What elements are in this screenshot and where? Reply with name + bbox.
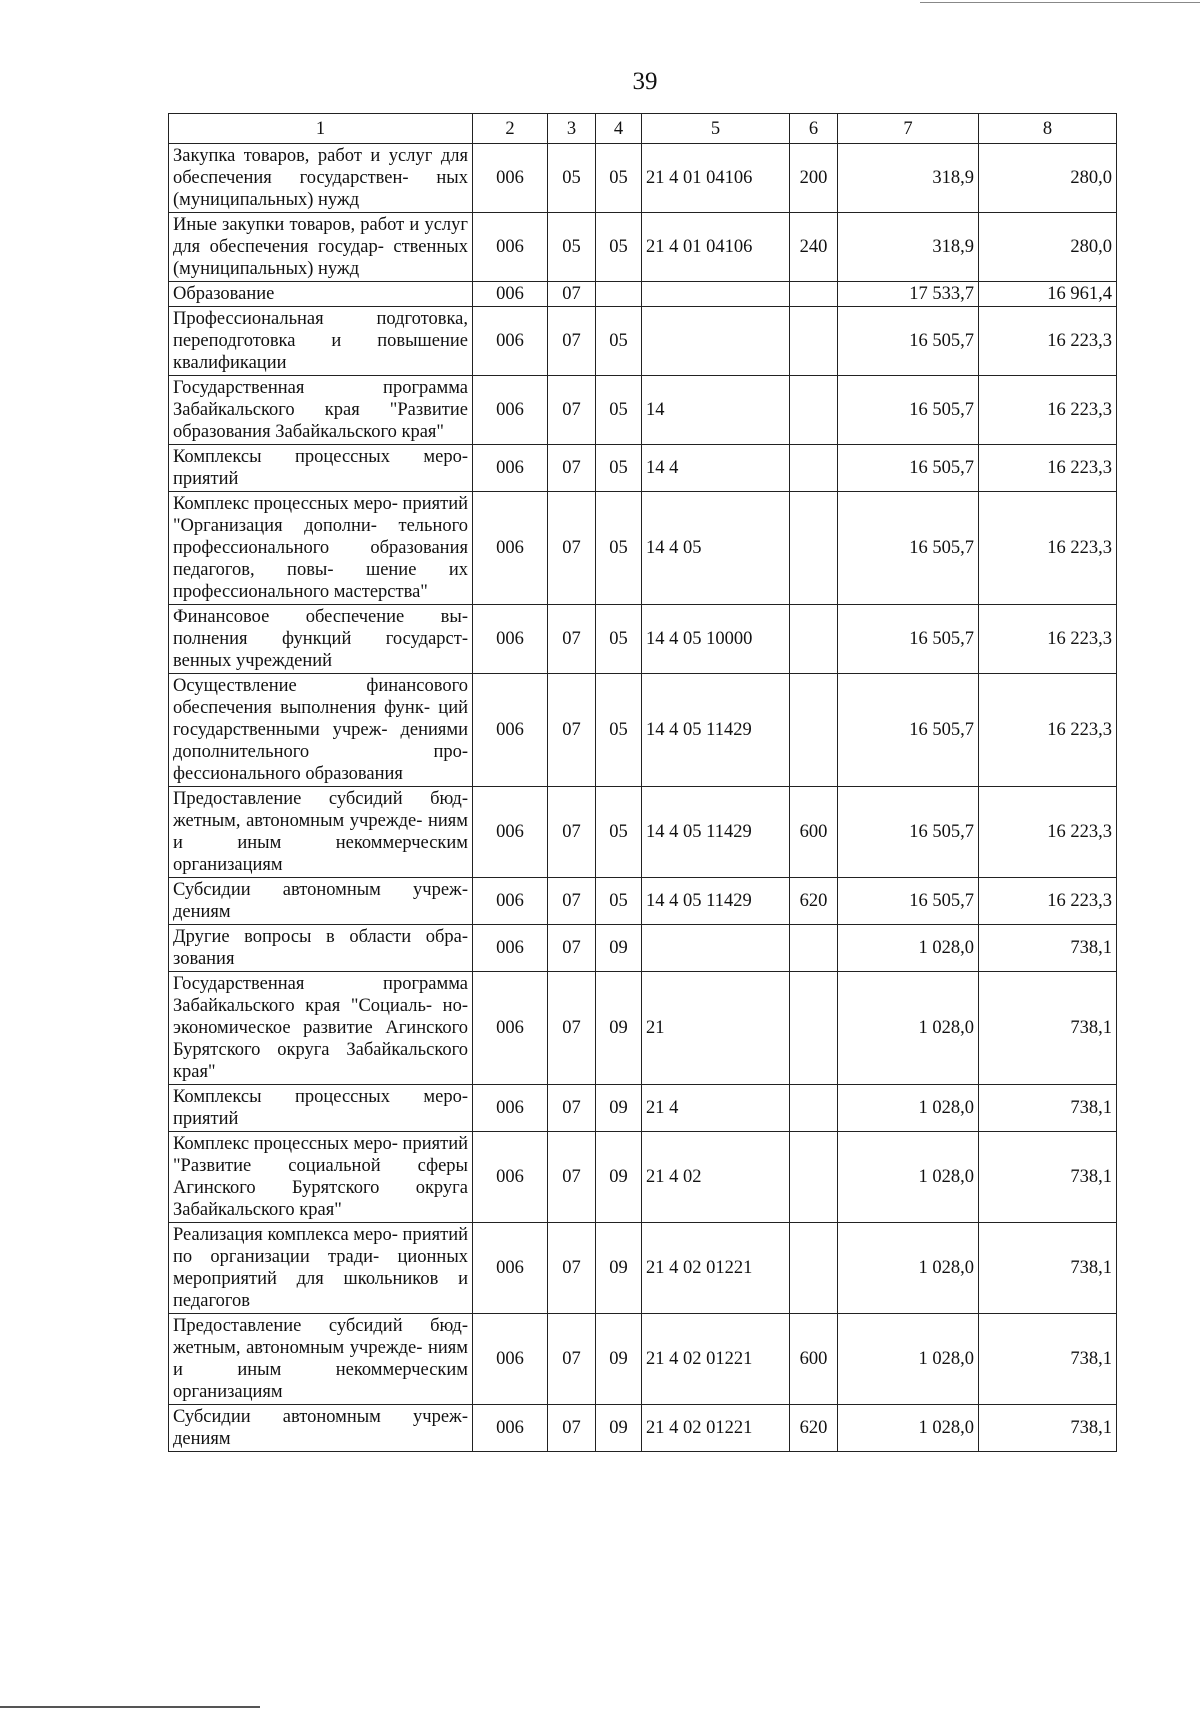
table-row [169,1223,1117,1314]
cell-target-item: 14 4 05 11429 [642,674,790,787]
cell-expense-type: 620 [790,878,838,925]
table-row [169,1405,1117,1452]
cell-name: Комплексы процессных меро- приятий [169,445,473,492]
cell-section: 07 [548,1132,596,1223]
cell-subsection: 09 [596,1085,642,1132]
cell-target-item: 21 4 01 04106 [642,144,790,213]
cell-subsection: 09 [596,1132,642,1223]
cell-subsection: 05 [596,878,642,925]
cell-name: Другие вопросы в области обра- зования [169,925,473,972]
table-row [169,445,1117,492]
cell-section: 07 [548,787,596,878]
cell-amount-year2: 16 223,3 [979,605,1117,674]
cell-ministry-code: 006 [473,376,548,445]
table-row [169,605,1117,674]
cell-name: Комплекс процессных меро- приятий "Организация дополни- тельного профессионального образования педагогов, повы- шение их профессионального мастерства" [169,492,473,605]
cell-expense-type [790,376,838,445]
cell-amount-year1: 16 505,7 [838,787,979,878]
table-row [169,376,1117,445]
table-row [169,213,1117,282]
cell-ministry-code: 006 [473,307,548,376]
cell-target-item: 21 4 02 [642,1132,790,1223]
cell-expense-type [790,925,838,972]
cell-amount-year2: 738,1 [979,972,1117,1085]
cell-amount-year2: 738,1 [979,925,1117,972]
cell-target-item [642,307,790,376]
column-header: 2 [473,114,548,144]
cell-ministry-code: 006 [473,674,548,787]
table-row [169,925,1117,972]
table-row [169,972,1117,1085]
cell-amount-year2: 738,1 [979,1223,1117,1314]
cell-name: Субсидии автономным учреж- дениям [169,1405,473,1452]
cell-amount-year1: 318,9 [838,213,979,282]
cell-amount-year1: 16 505,7 [838,878,979,925]
cell-subsection: 05 [596,144,642,213]
cell-amount-year2: 738,1 [979,1132,1117,1223]
cell-ministry-code: 006 [473,282,548,307]
table-row [169,282,1117,307]
cell-name: Образование [169,282,473,307]
cell-expense-type [790,1223,838,1314]
cell-amount-year2: 738,1 [979,1405,1117,1452]
cell-amount-year2: 280,0 [979,144,1117,213]
cell-amount-year1: 16 505,7 [838,492,979,605]
cell-amount-year1: 17 533,7 [838,282,979,307]
column-header: 6 [790,114,838,144]
cell-subsection: 05 [596,213,642,282]
cell-subsection: 05 [596,492,642,605]
cell-subsection: 09 [596,972,642,1085]
header-row [169,114,1117,144]
cell-ministry-code: 006 [473,605,548,674]
cell-expense-type [790,674,838,787]
cell-ministry-code: 006 [473,213,548,282]
cell-name: Комплексы процессных меро- приятий [169,1085,473,1132]
cell-amount-year1: 1 028,0 [838,1223,979,1314]
budget-table [168,113,1117,1452]
page-number: 39 [632,68,658,95]
cell-amount-year1: 1 028,0 [838,1314,979,1405]
scan-edge-line [920,2,1200,3]
cell-ministry-code: 006 [473,1085,548,1132]
table-row [169,787,1117,878]
cell-subsection: 05 [596,307,642,376]
cell-target-item [642,925,790,972]
cell-amount-year2: 16 223,3 [979,307,1117,376]
table-row [169,144,1117,213]
cell-name: Государственная программа Забайкальского края "Развитие образования Забайкальского края" [169,376,473,445]
cell-section: 07 [548,972,596,1085]
cell-target-item: 14 4 05 11429 [642,787,790,878]
cell-target-item: 14 4 [642,445,790,492]
cell-expense-type: 240 [790,213,838,282]
cell-amount-year2: 16 223,3 [979,787,1117,878]
cell-target-item: 21 4 02 01221 [642,1314,790,1405]
cell-ministry-code: 006 [473,925,548,972]
cell-expense-type [790,282,838,307]
column-header: 1 [169,114,473,144]
cell-ministry-code: 006 [473,1223,548,1314]
cell-amount-year2: 16 223,3 [979,376,1117,445]
cell-subsection: 05 [596,674,642,787]
table-row [169,492,1117,605]
cell-target-item: 14 4 05 10000 [642,605,790,674]
cell-section: 07 [548,1223,596,1314]
cell-name: Профессиональная подготовка, переподготовка и повышение квалификации [169,307,473,376]
cell-amount-year2: 16 223,3 [979,878,1117,925]
cell-amount-year2: 16 223,3 [979,492,1117,605]
column-header: 7 [838,114,979,144]
cell-section: 07 [548,492,596,605]
cell-amount-year1: 16 505,7 [838,605,979,674]
column-header: 8 [979,114,1117,144]
cell-subsection: 09 [596,1405,642,1452]
cell-amount-year1: 318,9 [838,144,979,213]
cell-ministry-code: 006 [473,1314,548,1405]
cell-section: 05 [548,213,596,282]
cell-target-item: 21 [642,972,790,1085]
cell-target-item: 21 4 02 01221 [642,1405,790,1452]
cell-section: 07 [548,605,596,674]
cell-expense-type [790,492,838,605]
cell-subsection: 05 [596,376,642,445]
cell-subsection: 05 [596,787,642,878]
cell-target-item: 14 4 05 11429 [642,878,790,925]
cell-section: 07 [548,282,596,307]
cell-target-item: 21 4 02 01221 [642,1223,790,1314]
cell-section: 07 [548,674,596,787]
cell-expense-type: 600 [790,1314,838,1405]
cell-target-item: 21 4 [642,1085,790,1132]
cell-name: Комплекс процессных меро- приятий "Развитие социальной сферы Агинского Бурятского округа Забайкальского края" [169,1132,473,1223]
table-row [169,878,1117,925]
footer-rule [0,1706,260,1708]
cell-ministry-code: 006 [473,144,548,213]
cell-name: Финансовое обеспечение вы- полнения функций государст- венных учреждений [169,605,473,674]
cell-name: Предоставление субсидий бюд- жетным, автономным учрежде- ниям и иным некоммерческим организациям [169,1314,473,1405]
cell-ministry-code: 006 [473,878,548,925]
table-row [169,1085,1117,1132]
cell-section: 07 [548,445,596,492]
cell-target-item: 14 4 05 [642,492,790,605]
cell-amount-year2: 738,1 [979,1314,1117,1405]
cell-name: Субсидии автономным учреж- дениям [169,878,473,925]
table-row [169,1132,1117,1223]
cell-ministry-code: 006 [473,492,548,605]
cell-subsection: 05 [596,605,642,674]
column-header: 3 [548,114,596,144]
cell-amount-year1: 1 028,0 [838,972,979,1085]
cell-amount-year1: 16 505,7 [838,674,979,787]
cell-amount-year2: 16 223,3 [979,674,1117,787]
cell-section: 07 [548,925,596,972]
cell-amount-year1: 1 028,0 [838,1132,979,1223]
cell-section: 07 [548,307,596,376]
cell-section: 07 [548,376,596,445]
cell-expense-type [790,605,838,674]
cell-subsection: 09 [596,925,642,972]
cell-amount-year2: 16 961,4 [979,282,1117,307]
cell-name: Осуществление финансового обеспечения выполнения функ- ций государственными учреж- дениями дополнительного про- фессионального образования [169,674,473,787]
cell-ministry-code: 006 [473,787,548,878]
cell-ministry-code: 006 [473,1405,548,1452]
cell-name: Государственная программа Забайкальского края "Социаль- но-экономическое развитие Агинского Бурятского округа Забайкальского края" [169,972,473,1085]
cell-amount-year1: 1 028,0 [838,1085,979,1132]
cell-amount-year1: 16 505,7 [838,376,979,445]
cell-section: 07 [548,878,596,925]
cell-subsection: 05 [596,445,642,492]
cell-name: Иные закупки товаров, работ и услуг для обеспечения государ- ственных (муниципальных) нужд [169,213,473,282]
table-row [169,1314,1117,1405]
cell-expense-type [790,445,838,492]
cell-expense-type: 620 [790,1405,838,1452]
table-row [169,307,1117,376]
cell-ministry-code: 006 [473,1132,548,1223]
cell-amount-year1: 16 505,7 [838,445,979,492]
cell-name: Закупка товаров, работ и услуг для обеспечения государствен- ных (муниципальных) нужд [169,144,473,213]
cell-section: 07 [548,1085,596,1132]
cell-subsection: 09 [596,1314,642,1405]
cell-expense-type: 200 [790,144,838,213]
table-row [169,674,1117,787]
cell-subsection: 09 [596,1223,642,1314]
cell-expense-type [790,972,838,1085]
cell-section: 05 [548,144,596,213]
cell-amount-year1: 16 505,7 [838,307,979,376]
column-header: 4 [596,114,642,144]
cell-amount-year2: 738,1 [979,1085,1117,1132]
cell-amount-year1: 1 028,0 [838,1405,979,1452]
cell-expense-type [790,307,838,376]
cell-name: Реализация комплекса меро- приятий по организации тради- ционных мероприятий для школьников и педагогов [169,1223,473,1314]
column-header: 5 [642,114,790,144]
cell-expense-type: 600 [790,787,838,878]
cell-subsection [596,282,642,307]
cell-target-item [642,282,790,307]
cell-section: 07 [548,1405,596,1452]
cell-target-item: 21 4 01 04106 [642,213,790,282]
cell-amount-year2: 280,0 [979,213,1117,282]
cell-section: 07 [548,1314,596,1405]
cell-amount-year1: 1 028,0 [838,925,979,972]
cell-expense-type [790,1132,838,1223]
cell-target-item: 14 [642,376,790,445]
cell-amount-year2: 16 223,3 [979,445,1117,492]
cell-ministry-code: 006 [473,972,548,1085]
cell-expense-type [790,1085,838,1132]
cell-name: Предоставление субсидий бюд- жетным, автономным учрежде- ниям и иным некоммерческим организациям [169,787,473,878]
cell-ministry-code: 006 [473,445,548,492]
